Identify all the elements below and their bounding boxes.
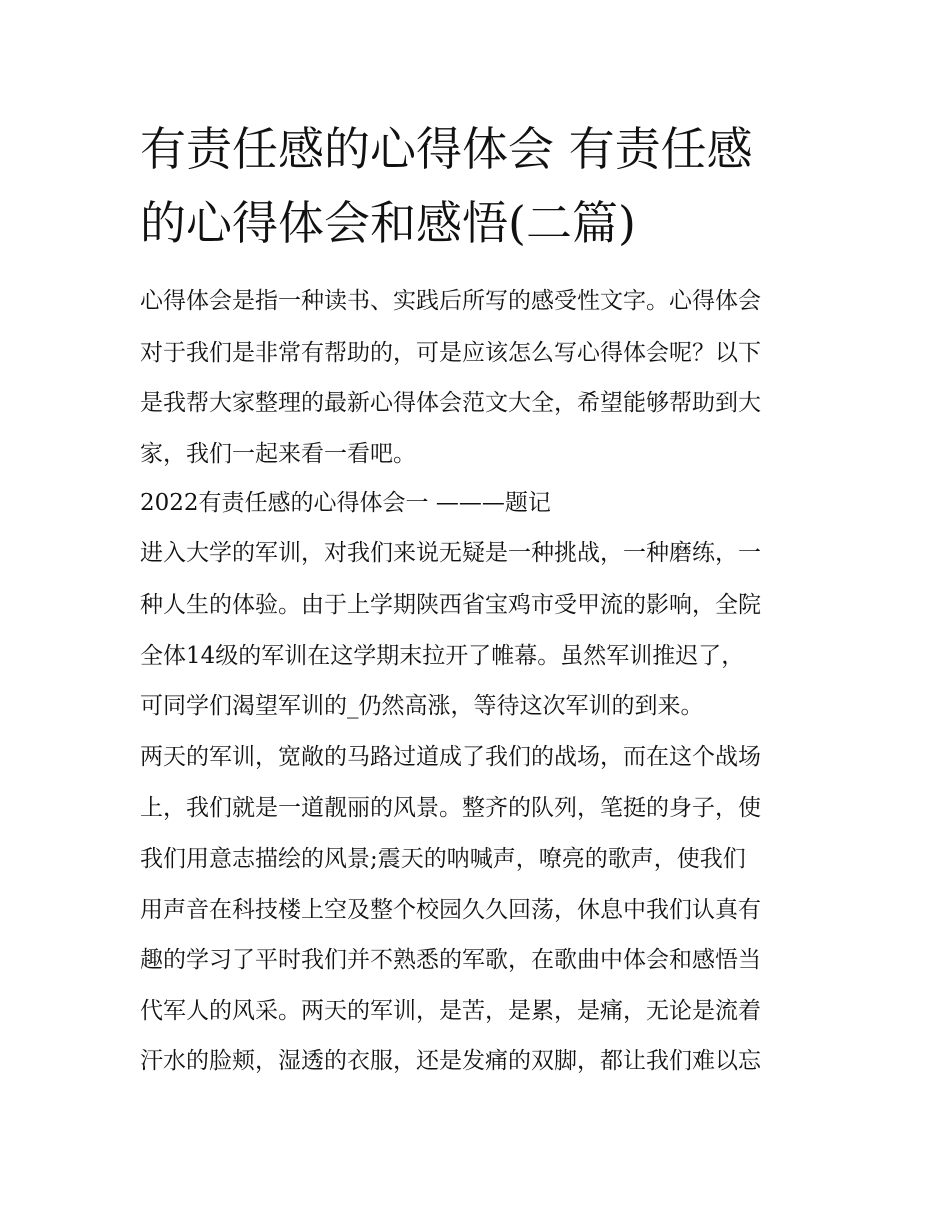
body-line-16: 汗水的脸颊，湿透的衣服，还是发痛的双脚，都让我们难以忘 bbox=[140, 1048, 761, 1074]
section-heading: 2022有责任感的心得体会一 ———题记 bbox=[140, 490, 551, 516]
body-line-9: 可同学们渴望军训的_仍然高涨，等待这次军训的到来。 bbox=[140, 693, 704, 719]
title-line-1: 有责任感的心得体会 有责任感 bbox=[140, 122, 753, 176]
body-line-15: 代军人的风采。两天的军训，是苦，是累，是痛，无论是流着 bbox=[140, 998, 761, 1024]
body-line-8: 全体14级的军训在这学期末拉开了帷幕。虽然军训推迟了， bbox=[140, 643, 745, 669]
title-line-2: 的心得体会和感悟(二篇) bbox=[140, 196, 636, 250]
body-line-6: 进入大学的军训，对我们来说无疑是一种挑战，一种磨练，一 bbox=[140, 540, 761, 566]
body-line-10: 两天的军训，宽敞的马路过道成了我们的战场，而在这个战场 bbox=[140, 744, 761, 770]
document-title bbox=[140, 112, 830, 260]
body-line-3: 是我帮大家整理的最新心得体会范文大全，希望能够帮助到大 bbox=[140, 390, 761, 416]
body-line-13: 用声音在科技楼上空及整个校园久久回荡，休息中我们认真有 bbox=[140, 897, 761, 923]
body-line-12: 我们用意志描绘的风景;震天的呐喊声，嘹亮的歌声，使我们 bbox=[140, 846, 746, 872]
body-line-7: 种人生的体验。由于上学期陕西省宝鸡市受甲流的影响，全院 bbox=[140, 592, 761, 618]
body-line-2: 对于我们是非常有帮助的，可是应该怎么写心得体会呢？以下 bbox=[140, 340, 761, 366]
body-line-14: 趣的学习了平时我们并不熟悉的军歌，在歌曲中体会和感悟当 bbox=[140, 947, 761, 973]
body-line-4: 家，我们一起来看一看吧。 bbox=[140, 441, 416, 467]
body-line-11: 上，我们就是一道靓丽的风景。整齐的队列，笔挺的身子，使 bbox=[140, 795, 761, 821]
body-line-1: 心得体会是指一种读书、实践后所写的感受性文字。心得体会 bbox=[140, 288, 761, 314]
